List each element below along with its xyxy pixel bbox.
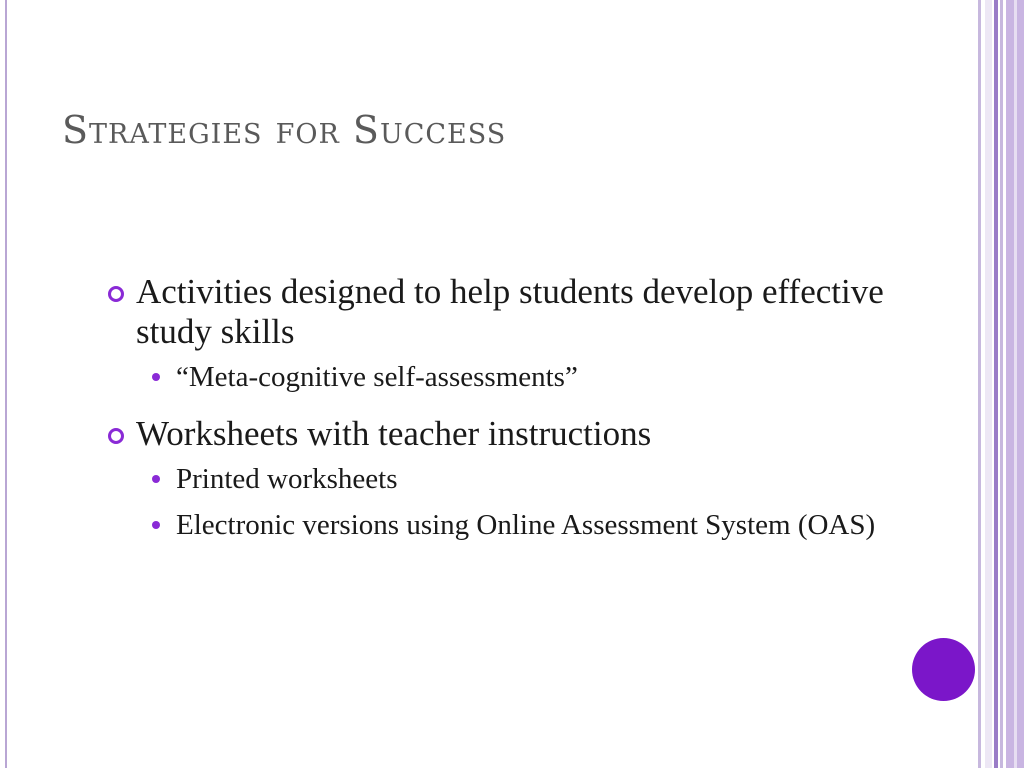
stripe: [1000, 0, 1003, 768]
left-border-line: [5, 0, 7, 768]
sub-bullet-item: [104, 358, 964, 396]
dot-bullet-icon: [152, 475, 160, 483]
bullet-item: [104, 272, 964, 352]
sub-bullet-list: [104, 358, 964, 396]
bullet-content: [104, 272, 964, 562]
sub-bullet-text: “Meta-cognitive self-assessments”: [176, 361, 578, 393]
stripe: [985, 0, 992, 768]
stripe: [994, 0, 998, 768]
ring-bullet-icon: [108, 286, 124, 302]
bullet-text: Activities designed to help students develop effective study skills: [136, 272, 884, 351]
stripe: [1014, 0, 1017, 768]
sub-bullet-item: [104, 506, 964, 544]
stripe: [978, 0, 981, 768]
ring-bullet-icon: [108, 428, 124, 444]
slide-title: Strategies for Success: [62, 108, 507, 152]
decorative-circle: [912, 638, 975, 701]
right-decorative-stripes: [978, 0, 1024, 768]
bullet-text: Worksheets with teacher instructions: [136, 414, 652, 453]
sub-bullet-text: Electronic versions using Online Assessment System (OAS): [176, 509, 876, 541]
bullet-item: [104, 414, 964, 454]
dot-bullet-icon: [152, 521, 160, 529]
sub-bullet-text: Printed worksheets: [176, 463, 398, 495]
sub-bullet-list: [104, 460, 964, 544]
sub-bullet-item: [104, 460, 964, 498]
dot-bullet-icon: [152, 373, 160, 381]
